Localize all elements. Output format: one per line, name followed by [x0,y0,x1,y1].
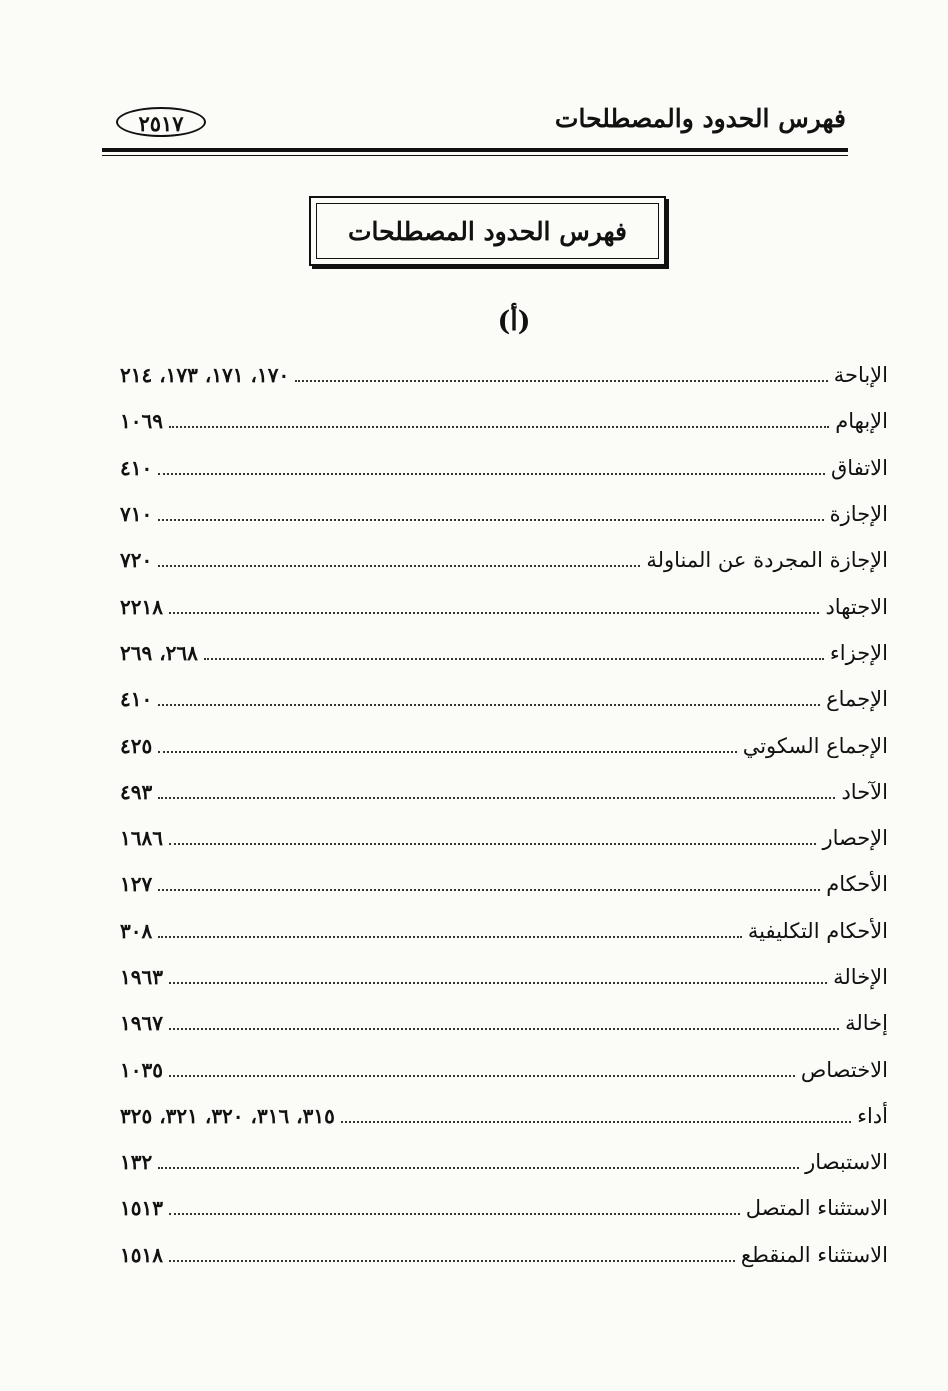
index-entry [120,1046,888,1092]
dot-leader [158,936,742,938]
index-entry [120,1000,888,1046]
dot-leader [158,519,823,521]
entry-pages: ١٠٣٥ [120,1057,163,1082]
entry-pages: ٢٦٨، ٢٦٩ [120,640,198,665]
running-head-title: فهرس الحدود والمصطلحات [554,104,846,133]
dot-leader [158,889,820,891]
index-entry [120,583,888,629]
section-letter: (أ) [497,306,531,337]
dot-leader [158,751,736,753]
entry-pages: ١٠٦٩ [120,409,163,434]
dot-leader [295,380,828,382]
entry-term: أداء [857,1103,888,1128]
entry-pages: ١٥١٣ [120,1196,163,1221]
dot-leader [169,1213,740,1215]
index-entry [120,954,888,1000]
dot-leader [169,982,827,984]
index-title: فهرس الحدود المصطلحات [348,216,627,246]
entry-term: الإبهام [835,409,888,434]
entry-term: الإحصار [822,826,888,851]
index-entry [120,676,888,722]
entry-pages: ٢٢١٨ [120,594,163,619]
entry-pages: ١٧٠، ١٧١، ١٧٣، ٢١٤ [120,363,290,388]
index-entry [120,352,888,398]
dot-leader [204,658,824,660]
entry-pages: ٤١٠ [120,687,153,712]
index-entry [120,537,888,583]
index-entry [120,722,888,768]
entry-term: إخالة [845,1011,888,1036]
running-head [104,100,846,144]
page-number: ٢٥١٧ [116,107,206,137]
index-entry [120,1093,888,1139]
entry-term: الاجتهاد [825,594,888,619]
dot-leader [169,426,829,428]
entry-pages: ٧١٠ [120,502,153,527]
entry-term: الإجازة [829,502,888,527]
entry-pages: ١٩٦٣ [120,965,163,989]
entry-pages: ٤١٠ [120,455,153,480]
index-title-box [309,196,666,266]
entry-term: الاستثناء المتصل [745,1196,888,1221]
entry-term: الإجزاء [829,640,888,665]
dot-leader [158,1167,799,1169]
entry-pages: ٤٩٣ [120,779,153,804]
entry-pages: ١٩٦٧ [120,1011,163,1036]
index-entry [120,769,888,815]
dot-leader [158,565,640,567]
dot-leader [341,1121,851,1123]
index-entries [120,352,888,1278]
dot-leader [158,473,825,475]
entry-pages: ١٥١٨ [120,1242,163,1267]
entry-term: الإجماع السكوتي [742,733,888,758]
index-entry [120,630,888,676]
dot-leader [169,1260,735,1262]
entry-pages: ٤٢٥ [120,733,153,758]
dot-leader [169,1075,795,1077]
index-entry [120,491,888,537]
index-entry [120,1185,888,1231]
dot-leader [169,843,816,845]
entry-pages: ٧٢٠ [120,548,153,573]
dot-leader [169,612,819,614]
entry-pages: ١٦٨٦ [120,826,163,851]
entry-term: الاستثناء المنقطع [740,1242,888,1267]
index-entry [120,445,888,491]
entry-term: الاختصاص [800,1057,888,1082]
entry-term: الإخالة [833,965,888,989]
index-entry [120,815,888,861]
entry-pages: ٣١٥، ٣١٦، ٣٢٠، ٣٢١، ٣٢٥ [120,1103,335,1128]
header-rule-thick [102,148,848,152]
index-entry [120,908,888,954]
entry-pages: ١٣٢ [120,1150,153,1175]
entry-term: الاستبصار [805,1150,888,1175]
entry-term: الاتفاق [831,455,888,480]
dot-leader [169,1028,839,1030]
entry-term: الإباحة [833,363,888,388]
entry-term: الإجماع [826,687,888,712]
dot-leader [158,797,835,799]
index-entry [120,1139,888,1185]
entry-pages: ٣٠٨ [120,918,153,943]
entry-pages: ١٢٧ [120,872,153,897]
entry-term: الأحكام التكليفية [747,918,888,943]
index-entry [120,861,888,907]
entry-term: الأحكام [826,872,888,897]
dot-leader [158,704,820,706]
index-entry [120,398,888,444]
entry-term: الآحاد [841,779,888,804]
index-entry [120,1232,888,1278]
header-rule-thin [102,155,848,156]
entry-term: الإجازة المجردة عن المناولة [646,548,888,573]
